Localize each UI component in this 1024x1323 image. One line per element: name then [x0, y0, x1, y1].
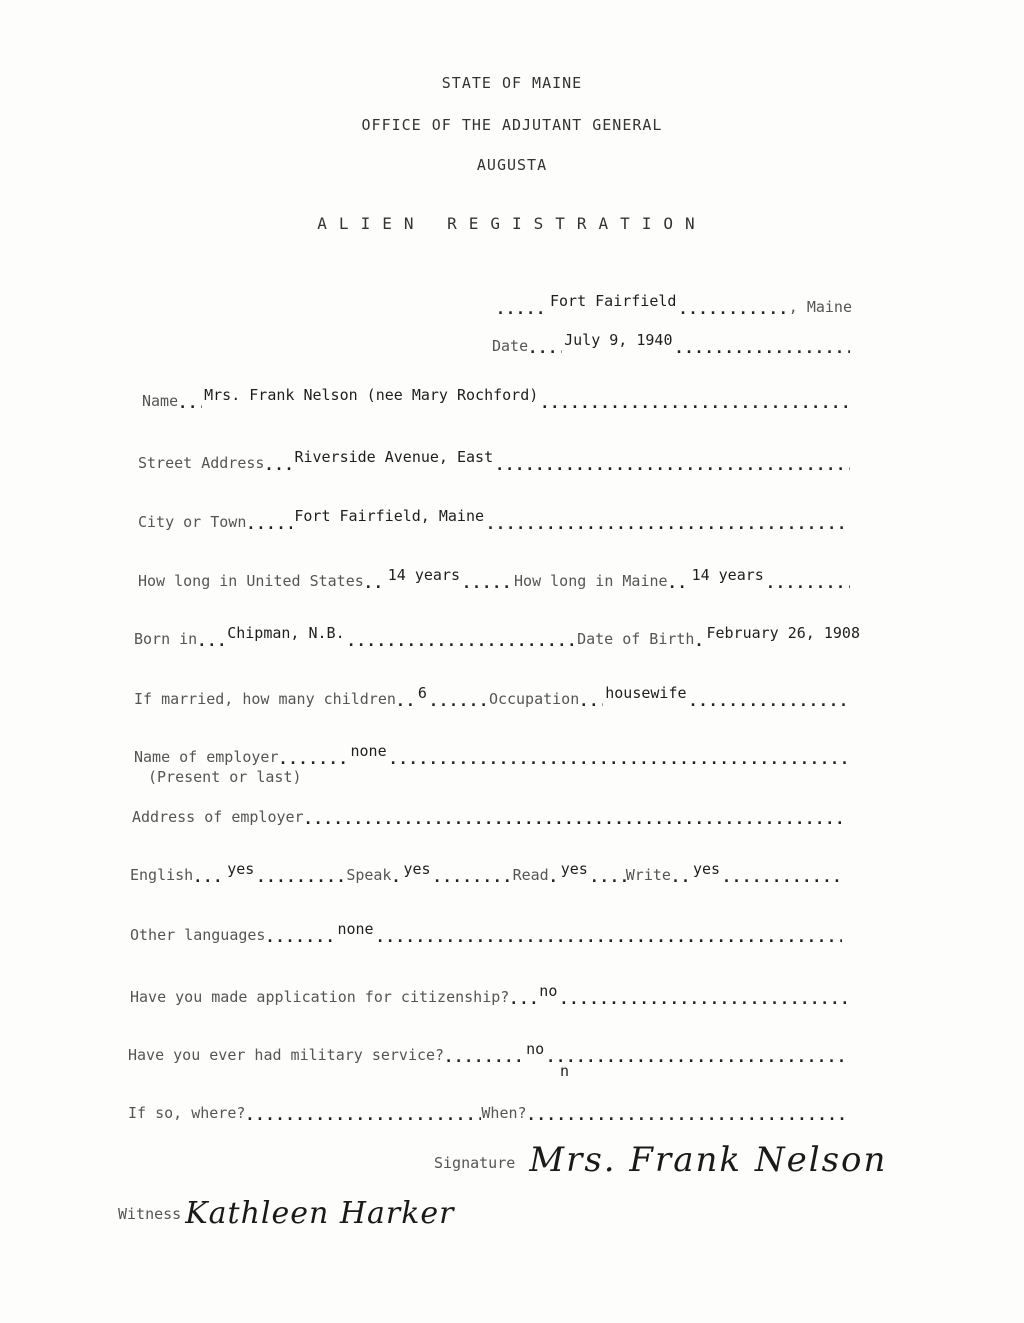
where-label: If so, where?	[128, 1104, 246, 1122]
born-in-value: Chipman, N.B.	[227, 624, 345, 642]
witness-label: Witness	[118, 1205, 182, 1223]
date-value: July 9, 1940	[564, 331, 673, 349]
when-label: When?	[481, 1104, 527, 1122]
employer-address-label: Address of employer	[132, 808, 304, 826]
occupation-value: housewife	[605, 684, 687, 702]
where-line	[128, 1104, 848, 1122]
speak-value: yes	[403, 860, 431, 878]
dot-leader	[486, 513, 850, 531]
dot-leader	[433, 866, 513, 884]
us-duration-label: How long in United States	[138, 572, 364, 590]
employer-value: none	[350, 742, 387, 760]
state-label: , Maine	[788, 298, 852, 316]
header-city: AUGUSTA	[476, 156, 548, 174]
children-label: If married, how many children	[134, 690, 396, 708]
write-value: yes	[692, 860, 721, 878]
english-label: English	[130, 866, 194, 884]
dot-leader	[675, 337, 851, 355]
military-value: no	[526, 1040, 545, 1058]
dot-leader	[347, 630, 577, 648]
street-value: Riverside Avenue, East	[294, 448, 494, 466]
dot-leader	[429, 690, 489, 708]
signature-line	[434, 1140, 906, 1180]
dot-leader	[559, 988, 850, 1006]
street-label: Street Address	[138, 454, 265, 472]
dot-leader	[364, 572, 386, 590]
birth-line	[134, 624, 862, 648]
english-value: yes	[227, 860, 255, 878]
dot-leader	[678, 298, 788, 316]
street-line	[138, 448, 850, 472]
employer-label: Name of employer	[134, 748, 279, 766]
citizenship-value: no	[539, 982, 558, 1000]
children-value: 6	[417, 684, 427, 702]
header-state: STATE OF MAINE	[441, 74, 583, 92]
dot-leader	[264, 454, 292, 472]
name-value: Mrs. Frank Nelson (nee Mary Rochford)	[204, 386, 539, 404]
dot-leader	[391, 866, 401, 884]
dot-leader	[549, 866, 559, 884]
date-label: Date	[492, 337, 529, 355]
date-line	[492, 331, 850, 355]
dot-leader	[546, 1046, 844, 1064]
employer-line	[134, 742, 846, 766]
signature-value: Mrs. Frank Nelson	[529, 1140, 888, 1180]
dot-leader	[389, 748, 846, 766]
dot-leader	[444, 1046, 524, 1064]
dot-leader	[509, 988, 537, 1006]
dot-leader	[246, 513, 292, 531]
maine-duration-value: 14 years	[691, 566, 764, 584]
dot-leader	[178, 392, 202, 410]
born-in-label: Born in	[134, 630, 198, 648]
dot-leader	[256, 866, 346, 884]
town-value: Fort Fairfield	[550, 292, 677, 310]
city-label: City or Town	[138, 513, 247, 531]
dot-leader	[668, 572, 690, 590]
read-value: yes	[560, 860, 588, 878]
dot-leader	[528, 337, 562, 355]
birth-date-value: February 26, 1908	[706, 624, 860, 642]
town-line	[496, 292, 852, 316]
dot-leader	[193, 866, 225, 884]
occupation-label: Occupation	[488, 690, 580, 708]
dot-leader	[396, 690, 416, 708]
other-languages-line	[130, 920, 842, 944]
dot-leader	[495, 454, 850, 472]
dot-leader	[304, 808, 846, 826]
employer-address-line	[132, 808, 846, 826]
form-title: ALIEN REGISTRATION	[317, 214, 707, 233]
header-office: OFFICE OF THE ADJUTANT GENERAL	[361, 116, 663, 134]
dot-leader	[245, 1104, 481, 1122]
military-label: Have you ever had military service?	[128, 1046, 445, 1064]
dot-leader	[579, 690, 603, 708]
maine-duration-label: How long in Maine	[514, 572, 668, 590]
duration-line	[138, 566, 850, 590]
us-duration-value: 14 years	[387, 566, 461, 584]
witness-line	[118, 1196, 538, 1231]
military-correction: n	[560, 1062, 570, 1080]
dot-leader	[462, 572, 514, 590]
dot-leader	[540, 392, 850, 410]
write-label: Write	[625, 866, 671, 884]
signature-label: Signature	[434, 1154, 516, 1172]
dot-leader	[722, 866, 842, 884]
city-line	[138, 507, 850, 531]
name-label: Name	[142, 392, 179, 410]
name-line	[142, 386, 850, 410]
dot-leader	[527, 1104, 848, 1122]
citizenship-line	[130, 982, 850, 1006]
dot-leader	[496, 298, 548, 316]
other-languages-label: Other languages	[130, 926, 266, 944]
employer-sublabel: (Present or last)	[148, 768, 302, 786]
dot-leader	[279, 748, 349, 766]
dot-leader	[671, 866, 691, 884]
birth-date-label: Date of Birth	[577, 630, 695, 648]
dot-leader	[265, 926, 335, 944]
city-value: Fort Fairfield, Maine	[294, 507, 485, 525]
dot-leader	[766, 572, 850, 590]
other-languages-value: none	[337, 920, 374, 938]
dot-leader	[689, 690, 846, 708]
citizenship-label: Have you made application for citizenship?	[130, 988, 510, 1006]
dot-leader	[590, 866, 626, 884]
english-line	[130, 860, 842, 884]
dot-leader	[694, 630, 704, 648]
military-line	[128, 1040, 844, 1064]
speak-label: Speak	[346, 866, 392, 884]
children-line	[134, 684, 846, 708]
dot-leader	[376, 926, 842, 944]
read-label: Read	[512, 866, 549, 884]
dot-leader	[197, 630, 225, 648]
state-label-text: Maine	[806, 298, 852, 316]
witness-value: Kathleen Harker	[185, 1196, 455, 1231]
